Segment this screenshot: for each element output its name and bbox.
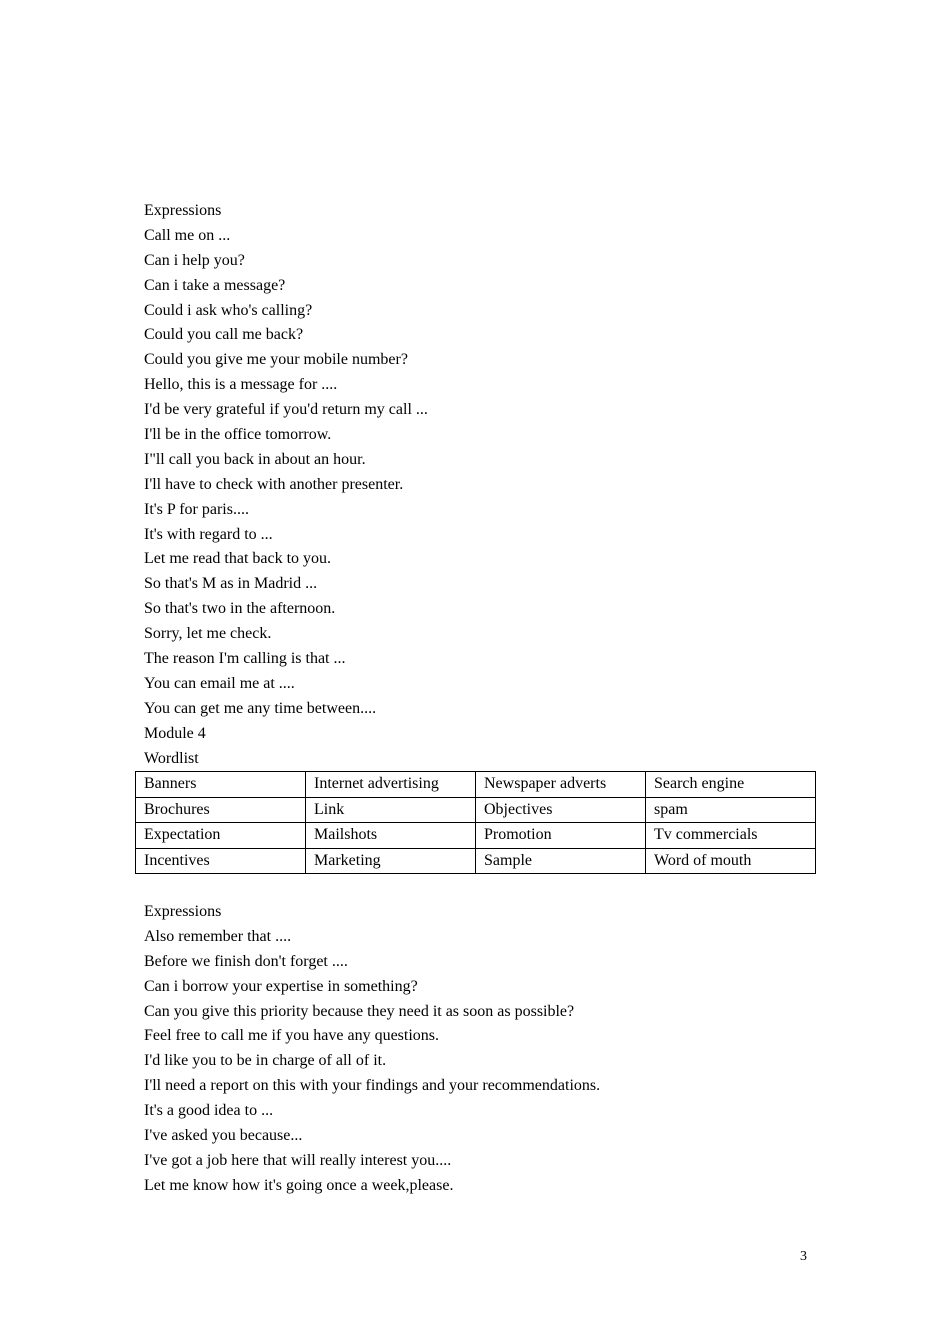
expression-line: Could i ask who's calling? bbox=[144, 301, 313, 319]
expression-line: Let me know how it's going once a week,please. bbox=[144, 1176, 454, 1194]
page-number: 3 bbox=[800, 1249, 807, 1264]
table-cell: Link bbox=[306, 797, 476, 823]
table-row bbox=[136, 823, 816, 849]
expression-line: It's with regard to ... bbox=[144, 525, 273, 543]
table-row bbox=[136, 772, 816, 798]
table-cell: Promotion bbox=[476, 823, 646, 849]
expression-line: You can get me any time between.... bbox=[144, 699, 377, 717]
table-row bbox=[136, 848, 816, 874]
expression-line: So that's M as in Madrid ... bbox=[144, 575, 318, 593]
expression-line: Can i take a message? bbox=[144, 276, 286, 294]
expression-line: Also remember that .... bbox=[144, 927, 292, 945]
expression-line: Hello, this is a message for .... bbox=[144, 376, 338, 394]
table-cell: Search engine bbox=[646, 772, 816, 798]
expression-line: Can i help you? bbox=[144, 251, 245, 269]
expression-line: Call me on ... bbox=[144, 226, 231, 244]
table-cell: spam bbox=[646, 797, 816, 823]
expression-line: You can email me at .... bbox=[144, 674, 295, 692]
section-heading: Expressions bbox=[144, 903, 222, 920]
wordlist-table-wrapper bbox=[135, 771, 816, 874]
table-cell: Mailshots bbox=[306, 823, 476, 849]
expression-line: It's P for paris.... bbox=[144, 500, 249, 518]
table-cell: Brochures bbox=[136, 797, 306, 823]
expression-line: I've asked you because... bbox=[144, 1127, 303, 1145]
table-cell: Tv commercials bbox=[646, 823, 816, 849]
expression-line: It's a good idea to ... bbox=[144, 1102, 274, 1120]
expression-line: Feel free to call me if you have any questions. bbox=[144, 1027, 440, 1045]
table-cell: Word of mouth bbox=[646, 848, 816, 874]
expression-line: I'd be very grateful if you'd return my call ... bbox=[144, 401, 428, 419]
table-cell: Banners bbox=[136, 772, 306, 798]
expression-line: Before we finish don't forget .... bbox=[144, 952, 348, 970]
expression-line: I've got a job here that will really interest you.... bbox=[144, 1151, 452, 1169]
expression-line: Sorry, let me check. bbox=[144, 625, 272, 643]
module-title: Module 4 bbox=[144, 724, 206, 742]
expression-line: Could you call me back? bbox=[144, 326, 304, 344]
table-cell: Incentives bbox=[136, 848, 306, 874]
table-cell: Expectation bbox=[136, 823, 306, 849]
expression-line: Could you give me your mobile number? bbox=[144, 351, 408, 369]
expression-line: I'll be in the office tomorrow. bbox=[144, 426, 332, 444]
table-cell: Objectives bbox=[476, 797, 646, 823]
expressions-section-module-4 bbox=[144, 900, 834, 1199]
table-cell: Internet advertising bbox=[306, 772, 476, 798]
expression-line: I'll need a report on this with your findings and your recommendations. bbox=[144, 1077, 601, 1095]
expression-line: The reason I'm calling is that ... bbox=[144, 650, 346, 668]
expression-line: Can i borrow your expertise in something? bbox=[144, 977, 418, 995]
wordlist-table bbox=[135, 771, 816, 874]
table-row bbox=[136, 797, 816, 823]
expression-line: I"ll call you back in about an hour. bbox=[144, 450, 366, 468]
wordlist-title: Wordlist bbox=[144, 749, 199, 767]
expression-line: Can you give this priority because they need it as soon as possible? bbox=[144, 1002, 575, 1020]
expressions-section-module-3 bbox=[144, 199, 834, 771]
expression-line: So that's two in the afternoon. bbox=[144, 600, 336, 618]
table-cell: Sample bbox=[476, 848, 646, 874]
expression-line: I'll have to check with another presenter. bbox=[144, 475, 404, 493]
table-cell: Marketing bbox=[306, 848, 476, 874]
section-heading: Expressions bbox=[144, 202, 222, 219]
expression-line: I'd like you to be in charge of all of it. bbox=[144, 1052, 387, 1070]
expression-line: Let me read that back to you. bbox=[144, 550, 332, 568]
table-cell: Newspaper adverts bbox=[476, 772, 646, 798]
